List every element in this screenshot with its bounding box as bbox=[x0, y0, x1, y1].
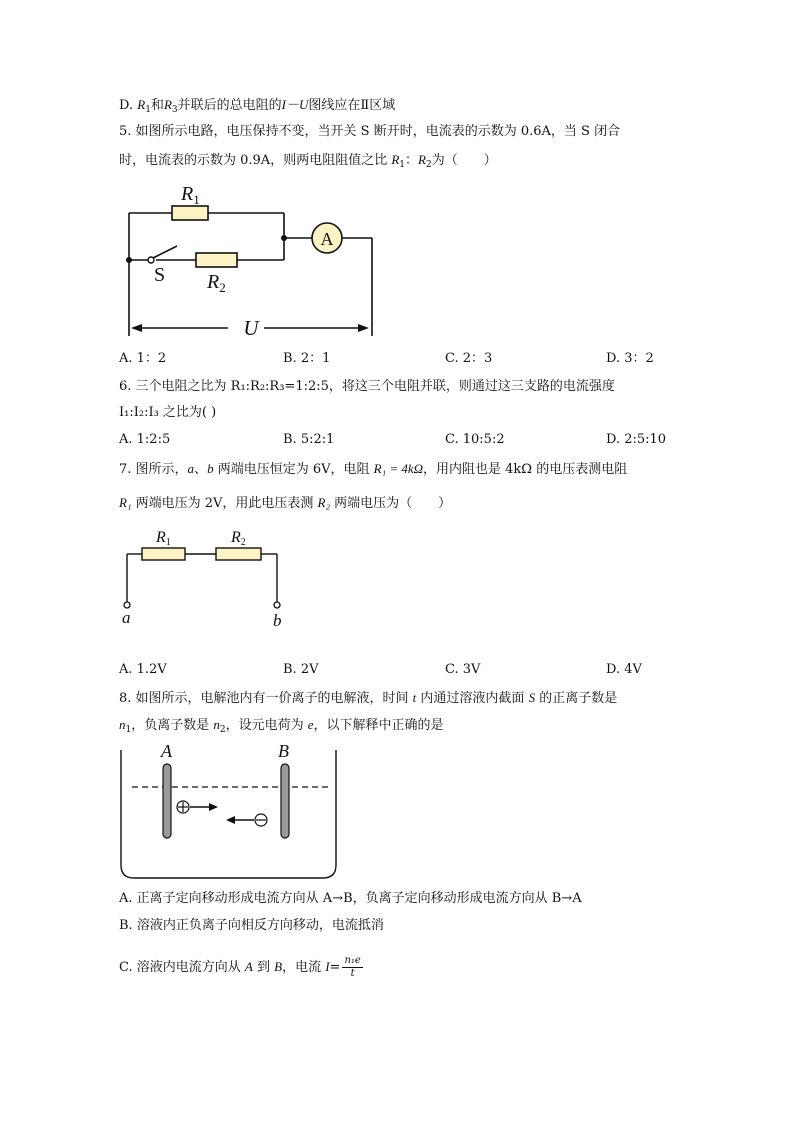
q5-option-d[interactable]: D. 3：2 bbox=[606, 351, 654, 366]
q5-arrow-left bbox=[131, 324, 142, 332]
q8-option-c[interactable]: C. 溶液内电流方向从 A 到 B，电流 I= $\frac{\text{n₁e}}{t}$ bbox=[119, 955, 361, 979]
q8-label-a: A bbox=[161, 741, 172, 761]
q5-ammeter-label: A bbox=[320, 229, 334, 249]
q7-option-d[interactable]: D. 4V bbox=[606, 662, 642, 677]
q5-circuit-diagram bbox=[120, 178, 390, 338]
q8-label-b: B bbox=[278, 741, 289, 761]
q7-label-r2: R bbox=[231, 529, 241, 546]
q6-stem-line2: I₁:I₂:I₃ 之比为( ) bbox=[119, 405, 217, 420]
q6-option-a[interactable]: A. 1:2:5 bbox=[119, 432, 171, 447]
q5-resistor-r1 bbox=[172, 206, 208, 220]
q8-option-a[interactable]: A. 正离子定向移动形成电流方向从 A→B，负离子定向移动形成电流方向从 B→A bbox=[119, 891, 582, 906]
q8-electrolytic-cell-diagram bbox=[118, 740, 343, 885]
q8-negative-ion-arrow bbox=[226, 816, 235, 824]
q7-terminal-b bbox=[274, 602, 280, 608]
q8-option-b[interactable]: B. 溶液内正负离子向相反方向移动，电流抵消 bbox=[119, 918, 384, 933]
q5-junction-left bbox=[126, 257, 132, 263]
q6-option-b[interactable]: B. 5:2:1 bbox=[283, 432, 335, 447]
q7-resistor-r1 bbox=[142, 548, 185, 560]
q7-option-a[interactable]: A. 1.2V bbox=[119, 662, 167, 677]
q6-stem-line1: 6. 三个电阻之比为 R₁:R₂:R₃=1:2:5，将这三个电阻并联，则通过这三支路的电流强度 bbox=[119, 379, 615, 394]
svg-text:R1: $R_1$ bbox=[181, 183, 200, 207]
q7-label-b: b bbox=[273, 611, 282, 630]
q4-option-d: D. $R_1$和$R_3$并联后的总电阻的I－U图线应在Ⅱ区域 bbox=[119, 97, 396, 115]
q8-container bbox=[121, 750, 336, 878]
q5-resistor-r2 bbox=[196, 253, 237, 267]
q8-electrode-b bbox=[281, 764, 289, 838]
q7-option-c[interactable]: C. 3V bbox=[445, 662, 481, 677]
q8-stem-line2: $n_1$，负离子数是 $n_2$，设元电荷为 e，以下解释中正确的是 bbox=[119, 717, 444, 735]
q7-label-r1: R bbox=[156, 529, 166, 546]
q8-stem-line1: 8. 如图所示，电解池内有一价离子的电解液，时间 t 内通过溶液内截面 S 的正离子数是 bbox=[119, 690, 618, 706]
svg-text:R2: $R_2$ bbox=[207, 271, 226, 295]
q7-stem-line2: R₁ 两端电压为 2V，用此电压表测 R₂ 两端电压为（ ） bbox=[119, 495, 452, 511]
q5-arrow-right bbox=[358, 324, 369, 332]
q5-label-r1: R bbox=[181, 183, 194, 205]
q7-circuit-diagram bbox=[118, 522, 298, 632]
svg-text:R1: R1 bbox=[156, 529, 171, 548]
q5-switch-contact bbox=[148, 257, 154, 263]
q7-option-b[interactable]: B. 2V bbox=[283, 662, 319, 677]
q5-option-b[interactable]: B. 2：1 bbox=[283, 351, 331, 366]
q7-stem-line1: 7. 图所示，a、b 两端电压恒定为 6V，电阻 R₁ = 4kΩ，用内阻也是 4kΩ 的电压表测电阻 bbox=[119, 461, 628, 477]
q5-label-r2: R bbox=[207, 271, 220, 293]
q5-stem-line1: 5. 如图所示电路，电压保持不变，当开关 S 断开时，电流表的示数为 0.6A，当 S 闭合 bbox=[119, 124, 621, 139]
q6-option-d[interactable]: D. 2:5:10 bbox=[606, 432, 667, 447]
svg-text:R2: R2 bbox=[231, 529, 246, 548]
q5-junction-right bbox=[281, 235, 287, 241]
q8-option-c-fraction: $\frac{\text{n₁e}}{t}$ bbox=[344, 955, 361, 979]
q5-label-s: S bbox=[154, 264, 166, 286]
q6-option-c[interactable]: C. 10:5:2 bbox=[445, 432, 505, 447]
q5-option-c[interactable]: C. 2：3 bbox=[445, 351, 493, 366]
q5-option-a[interactable]: A. 1：2 bbox=[119, 351, 167, 366]
q7-resistor-r2 bbox=[216, 548, 261, 560]
q5-stem-line2: 时，电流表的示数为 0.9A，则两电阻阻值之比 $R_1$：$R_2$为（ ） bbox=[119, 152, 497, 170]
q5-label-u: U bbox=[243, 316, 259, 340]
q8-positive-ion-arrow bbox=[209, 803, 218, 811]
q7-label-a: a bbox=[122, 608, 131, 627]
q8-electrode-a bbox=[163, 764, 171, 838]
